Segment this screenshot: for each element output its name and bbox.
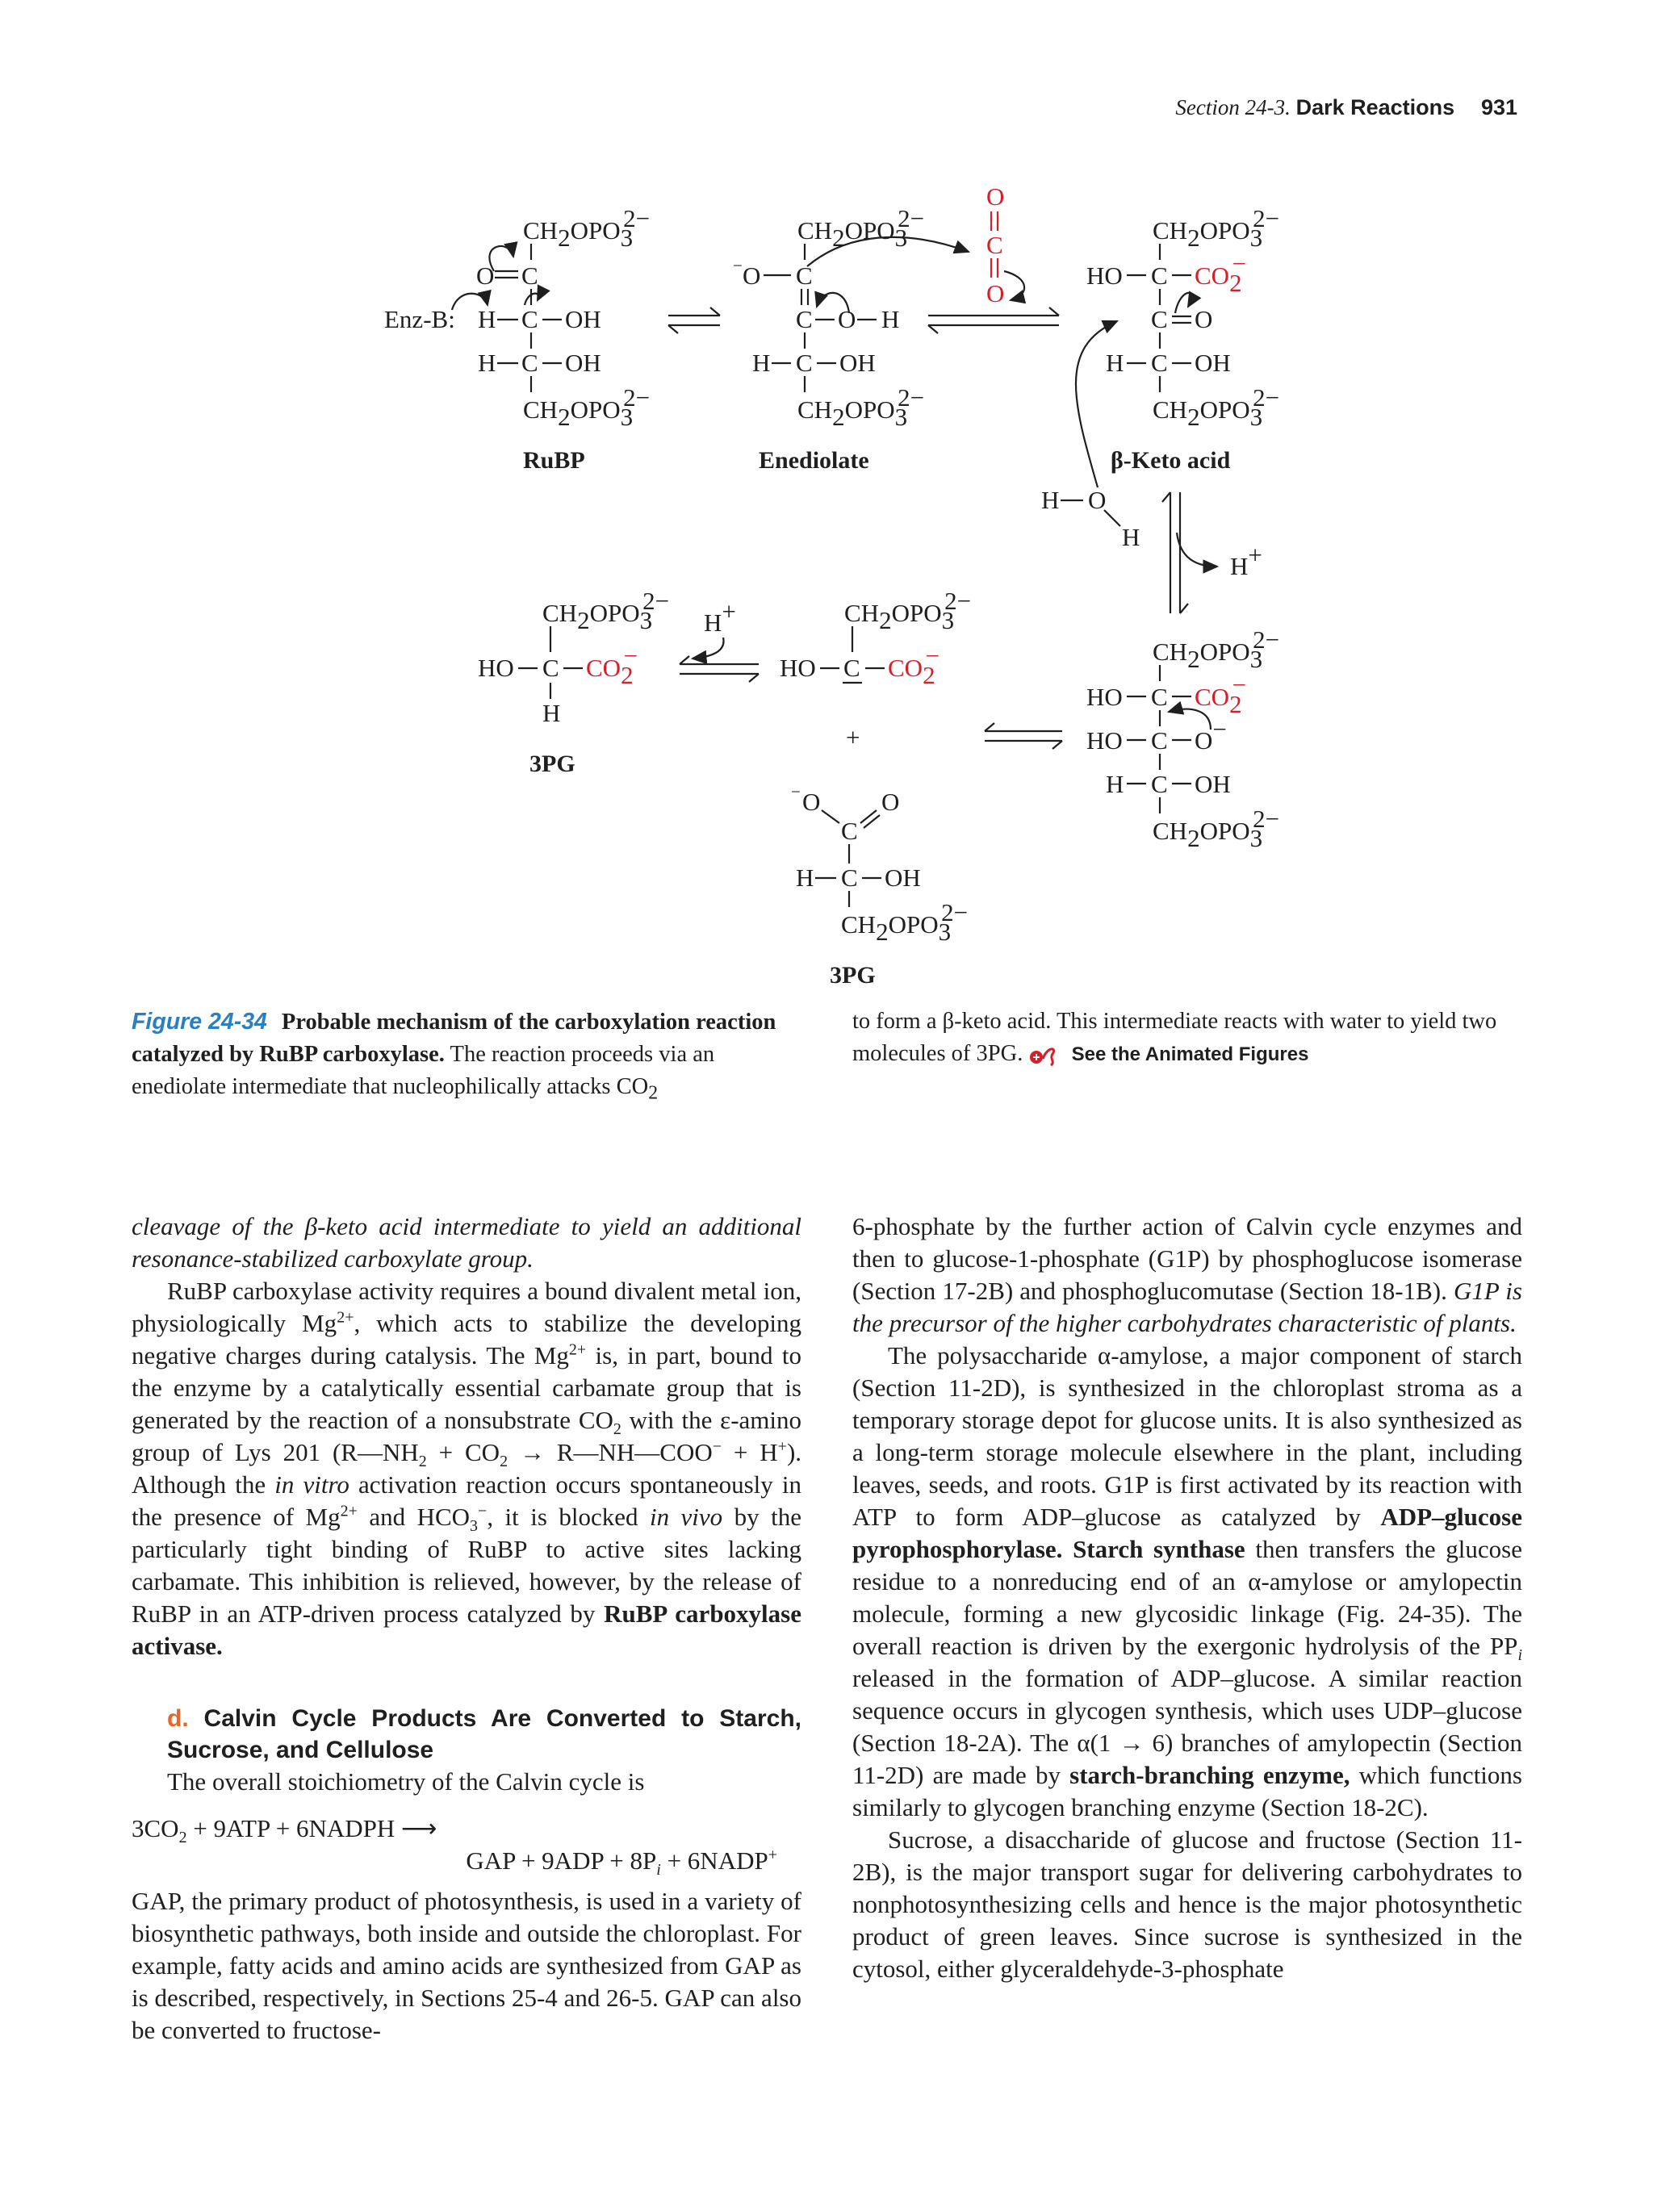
svg-text:H: H [752, 349, 771, 377]
svg-text:H: H [1122, 523, 1140, 551]
svg-text:C: C [1151, 726, 1168, 755]
svg-text:CH2OPO32−: CH2OPO32− [542, 587, 670, 634]
svg-text:CH2OPO32−: CH2OPO32− [797, 204, 925, 252]
paragraph: RuBP carboxylase activity requires a bound divalent metal ion, physiologically $Mg^{2+}$, which acts to stabilize the developing negative charges during catalysis. The $Mg^{2+}$ is, in part, bound to the enzyme by a catalytically essential carbamate group that is generated by the reaction of a nonsubstrate $CO_2$ with the ε-amino group of Lys 201 ($R—NH_2 + CO_2$ → R—NH—COO− + H+). Although the in vitro activation reaction occurs spontaneously in the presence of $Mg^{2+}$ and $HCO_3^-$, it is blocked in vivo by the particularly tight binding of RuBP to active sites lacking carbamate. This inhibition is relieved, however, by the release of RuBP in an ATP-driven process catalyzed by RuBP carboxylase activase. [132, 1277, 802, 1660]
equilibrium-arrow-3 [985, 723, 1062, 749]
svg-text:CH2OPO32−: CH2OPO32− [1153, 625, 1280, 673]
svg-text:HO: HO [1086, 261, 1123, 290]
equilibrium-arrow-vertical [1162, 492, 1262, 613]
svg-text:C: C [796, 305, 813, 333]
label-3pg-1: 3PG [529, 751, 575, 777]
svg-text:C: C [1151, 683, 1168, 711]
animated-figures-link[interactable]: See the Animated Figures [1071, 1043, 1309, 1065]
svg-text:C: C [542, 654, 559, 682]
paragraph: cleavage of the β-keto acid intermediate to yield an additional resonance-stabilized carboxylate group. [132, 1212, 801, 1273]
svg-text:H+: H+ [1230, 541, 1262, 580]
svg-text:CH2OPO32−: CH2OPO32− [523, 383, 651, 431]
enediolate-structure [733, 204, 969, 474]
3pg-structure-2 [791, 782, 968, 989]
svg-text:H: H [796, 863, 814, 892]
svg-text:H: H [1106, 770, 1124, 798]
caption-text: The reaction proceeds via an enediolate intermediate that nucleophilically attacks CO [132, 1042, 715, 1099]
section-subheading: d. Calvin Cycle Products Are Converted to Starch, Sucrose, and Cellulose [167, 1705, 802, 1763]
svg-text:CO2−: CO2− [1195, 249, 1247, 297]
svg-text:O: O [1088, 486, 1107, 514]
svg-text:CH2OPO32−: CH2OPO32− [1153, 204, 1280, 252]
figure-caption: Figure 24-34 Probable mechanism of the carboxylation reaction catalyzed by RuBP carboxylase. The reaction proceeds via an enediolate intermediate that nucleophilically attacks $CO_2$ [132, 1009, 776, 1104]
equilibrium-arrow-2 [928, 307, 1059, 333]
svg-text:H: H [478, 305, 496, 333]
svg-text:C: C [841, 863, 858, 892]
equilibrium-arrow-4 [680, 597, 759, 682]
hydrated-intermediate-structure [1086, 625, 1279, 852]
svg-text:OH: OH [885, 863, 921, 892]
svg-text:OH: OH [839, 349, 876, 377]
svg-text:C: C [796, 261, 813, 290]
paragraph: The polysaccharide α-amylose, a major component of starch (Section 11-2D), is synthesized in the chloroplast stroma as a temporary storage depot for glucose units. It is also synthesized as a long-term storage molecule elsewhere in the plant, including leaves, seeds, and roots. G1P is first activated by its reaction with ATP to form ADP–glucose as catalyzed by ADP–glucose pyrophosphorylase. Starch synthase then transfers the glucose residue to a nonreducing end of an α-amylose or amylopectin molecule, forming a new glycosidic linkage (Fig. 24-35). The overall reaction is driven by the exergonic hydrolysis of the $PP_i$ released in the formation of ADP–glucose. A similar reaction sequence occurs in glycogen synthesis, which uses UDP–glucose (Section 18-2A). The α(1 → 6) branches of amylopectin (Section 11-2D) are made by starch-branching enzyme, which functions similarly to glycogen branching enzyme (Section 18-2C). [852, 1341, 1522, 1821]
svg-text:O: O [986, 182, 1005, 211]
svg-text:CO2−: CO2− [586, 642, 638, 689]
svg-text:CH2OPO32−: CH2OPO32− [1153, 383, 1280, 431]
svg-text:C: C [1151, 261, 1168, 290]
svg-text:C: C [521, 261, 538, 290]
paragraph: GAP, the primary product of photosynthesis, is used in a variety of biosynthetic pathways, both inside and outside the chloroplast. For example, fatty acids and amino acids are synthesized from GAP as is described, respectively, in Sections 25-4 and 26-5. GAP can also be converted to fructose- [132, 1887, 801, 2044]
label-rubp: RuBP [523, 447, 585, 474]
svg-text:OH: OH [565, 305, 601, 333]
paragraph: 6-phosphate by the further action of Calvin cycle enzymes and then to glucose-1-phosphate (G1P) by phosphoglucose isomerase (Section 17-2B) and phosphoglucomutase (Section 18-1B). G1P is the precursor of the higher carbohydrates characteristic of plants. [852, 1212, 1522, 1337]
svg-text:H: H [1041, 486, 1060, 514]
svg-text:CH2OPO32−: CH2OPO32− [841, 898, 969, 946]
header-section: Section 24-3. [1175, 95, 1291, 119]
svg-text:CH2OPO32−: CH2OPO32− [1153, 805, 1280, 852]
svg-text:CO2−: CO2− [1195, 671, 1247, 718]
svg-text:O: O [838, 305, 856, 333]
svg-text:H: H [881, 305, 900, 333]
svg-text:HO: HO [780, 654, 816, 682]
label-3pg-2: 3PG [830, 962, 876, 989]
svg-text:H: H [478, 349, 496, 377]
label-enediolate: Enediolate [759, 447, 869, 474]
svg-text:O−: O− [1195, 715, 1227, 755]
svg-text:−: − [791, 782, 801, 801]
svg-text:C: C [1151, 770, 1168, 798]
svg-text:O: O [802, 788, 821, 816]
svg-text:C: C [1151, 305, 1168, 333]
svg-text:H: H [1106, 349, 1124, 377]
figure-caption-continued [852, 1006, 1514, 1071]
svg-text:O: O [881, 788, 900, 816]
water-molecule [1041, 321, 1140, 551]
svg-text:C: C [1151, 349, 1168, 377]
svg-text:OH: OH [565, 349, 601, 377]
stoichiometry-equation: $3CO_2 + 9ATP$ + 6NADPH ⟶ GAP + $9ADP + 8P_i$ + 6NADP+ [132, 1814, 777, 1880]
svg-text:C: C [521, 305, 538, 333]
figure-number: Figure 24-34 [132, 1009, 267, 1035]
caption-bold: Probable mechanism of the carboxylation reaction catalyzed by RuBP carboxylase. [132, 1010, 776, 1067]
beta-keto-acid-structure [1086, 204, 1279, 474]
svg-text:CH2OPO32−: CH2OPO32− [797, 383, 925, 431]
co2-molecule [986, 182, 1024, 307]
svg-text:H: H [542, 699, 561, 727]
equilibrium-arrow-1 [668, 307, 720, 333]
svg-text:C: C [841, 817, 858, 845]
caption-text-continued: to form a β-keto acid. This intermediate reacts with water to yield two molecules of 3PG. [852, 1009, 1497, 1066]
svg-text:CO2−: CO2− [888, 642, 940, 689]
left-column [132, 1211, 801, 2047]
svg-text:O: O [476, 261, 495, 290]
enz-b-label: Enz-B: [384, 305, 455, 333]
svg-text:CH2OPO32−: CH2OPO32− [844, 587, 972, 634]
svg-text:OH: OH [1195, 349, 1231, 377]
svg-text:C: C [986, 231, 1003, 259]
svg-text:−: − [733, 256, 743, 275]
svg-text:C: C [521, 349, 538, 377]
svg-text:HO: HO [1086, 726, 1123, 755]
reaction-scheme [0, 0, 1653, 989]
paragraph: The overall stoichiometry of the Calvin cycle is [167, 1767, 645, 1796]
3pg-structure-1 [478, 587, 669, 777]
page-number: 931 [1480, 95, 1517, 119]
svg-text:HO: HO [1086, 683, 1123, 711]
svg-text:O: O [1195, 305, 1213, 333]
svg-text:OH: OH [1195, 770, 1231, 798]
rubp-structure [384, 204, 650, 474]
carbanion-structure [780, 587, 971, 751]
svg-text:C: C [796, 349, 813, 377]
animated-figures-icon[interactable] [1028, 1043, 1057, 1067]
header-title: Dark Reactions [1295, 95, 1455, 119]
svg-text:H+: H+ [704, 597, 736, 637]
svg-text:C: C [843, 654, 860, 682]
svg-text:O: O [986, 279, 1005, 307]
label-beta-keto-acid: β-Keto acid [1111, 447, 1231, 474]
right-column [852, 1211, 1522, 1985]
paragraph: Sucrose, a disaccharide of glucose and fructose (Section 11-2B), is the major transport sugar for delivering carbohydrates to nonphotosynthesizing cells and hence is the major photosynthetic product of green leaves. Since sucrose is synthesized in the cytosol, either glyceraldehyde-3-phosphate [852, 1825, 1522, 1983]
svg-text:O: O [743, 261, 761, 290]
svg-text:+: + [846, 723, 860, 751]
svg-text:HO: HO [478, 654, 514, 682]
svg-text:CH2OPO32−: CH2OPO32− [523, 204, 651, 252]
